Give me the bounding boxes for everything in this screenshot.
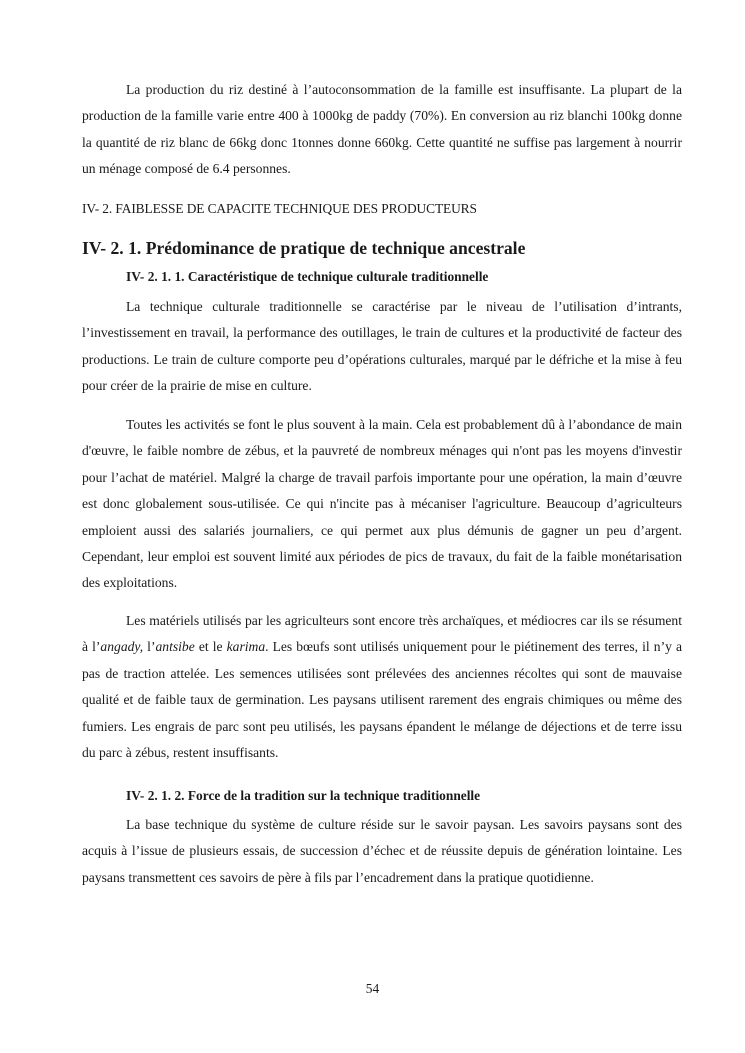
- page-number: 54: [365, 981, 380, 996]
- paragraph-peasant-knowledge: La base technique du système de culture réside sur le savoir paysan. Les savoirs paysans sont des acquis à l’issue de plusieurs essais, de succession d’échec et de réussite depuis de génération lointaine. Les paysans transmettent ces savoirs de père à fils par l’encadrement dans la pratique quotidienne.: [82, 817, 682, 885]
- subsection-heading: IV- 2. 1. Prédominance de pratique de technique ancestrale: [82, 238, 526, 258]
- paragraph-equipment-text-2: l’: [143, 639, 156, 655]
- subsubsection-heading-1: IV- 2. 1. 1. Caractéristique de technique culturale traditionnelle: [126, 269, 489, 284]
- paragraph-equipment-text-1: Les matériels utilisés par les agriculteurs sont encore très archaïques, et médiocres car ils se résument à l’: [82, 613, 682, 655]
- section-heading: IV- 2. FAIBLESSE DE CAPACITE TECHNIQUE DES PRODUCTEURS: [82, 201, 477, 216]
- paragraph-equipment-text-3: et le: [194, 639, 227, 655]
- paragraph-equipment: [82, 608, 682, 766]
- paragraph-rice-production: La production du riz destiné à l’autoconsommation de la famille est insuffisante. La plupart de la production de la famille varie entre 400 à 1000kg de paddy (70%). En conversion au riz blanchi 100kg donne la quantité de riz blanc de 66kg donc 1tonnes donne 660kg. Cette quantité ne suffise pas largement à nourrir un ménage composé de 6.4 personnes.: [82, 82, 682, 177]
- term-angady: angady,: [100, 639, 144, 655]
- subsubsection-heading-2: IV- 2. 1. 2. Force de la tradition sur la technique traditionnelle: [126, 788, 481, 803]
- paragraph-manual-labor: Toutes les activités se font le plus souvent à la main. Cela est probablement dû à l’abondance de main d'œuvre, le faible nombre de zébus, et la pauvreté de nombreux ménages qui n'ont pas les moyens d'investir pour l’achat de matériel. Malgré la charge de travail parfois importante pour une opération, la main d’œuvre est donc globalement sous-utilisée. Ce qui n'incite pas à mécaniser l'agriculture. Beaucoup d’agriculteurs emploient aussi des salariés journaliers, ce qui permet aux plus démunis de gagner un peu d’argent. Cependant, leur emploi est souvent limité aux périodes de pics de travaux, du fait de la faible monétarisation des exploitations.: [82, 417, 682, 591]
- term-karima: karima: [226, 639, 266, 655]
- term-antsibe: antsibe: [155, 639, 195, 655]
- paragraph-traditional-technique: La technique culturale traditionnelle se caractérise par le niveau de l’utilisation d’intrants, l’investissement en travail, la performance des outillages, le train de cultures et la productivité de facteur des productions. Le train de culture comporte peu d’opérations culturales, marqué par le défriche et la mise à feu pour créer de la prairie de mise en culture.: [82, 299, 682, 394]
- paragraph-equipment-text-4: . Les bœufs sont utilisés uniquement pour le piétinement des terres, il n’y a pas de traction attelée. Les semences utilisées sont prélevées des anciennes récoltes qui sont de mauvaise qualité et de faible taux de germination. Les paysans utilisent rarement des engrais chimiques ou même des fumiers. Les engrais de parc sont peu utilisés, les paysans épandent le mélange de déjections et de terre issu du parc à zébus, restent insuffisants.: [82, 639, 682, 761]
